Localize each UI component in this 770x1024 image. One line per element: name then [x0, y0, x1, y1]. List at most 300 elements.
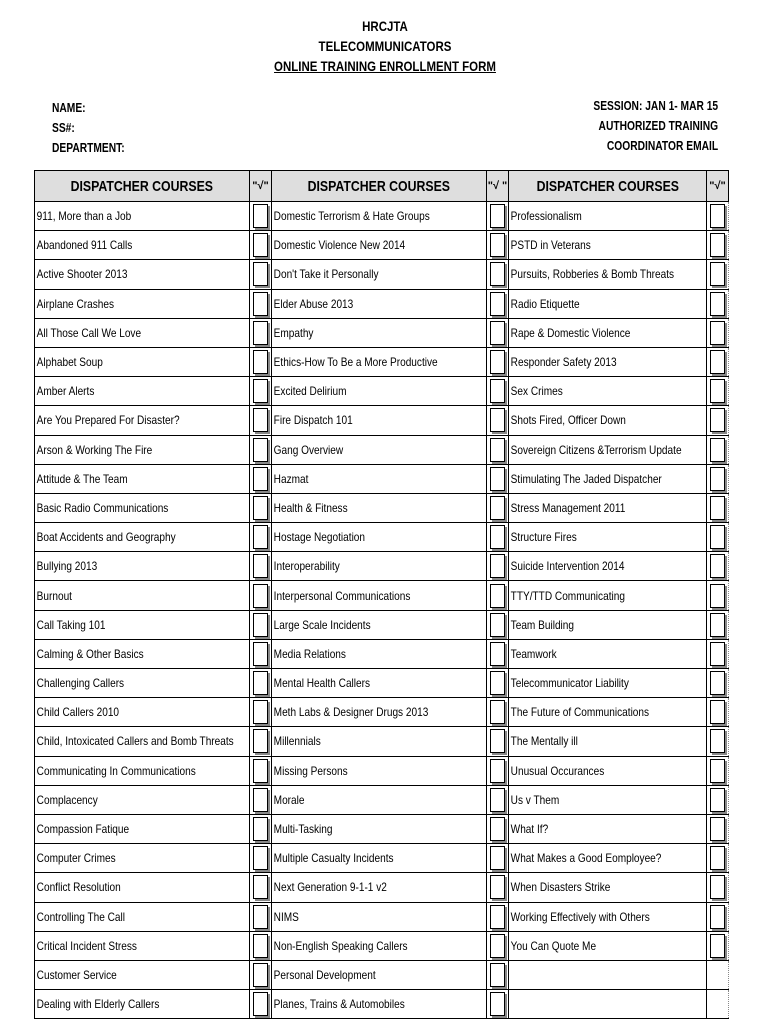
course-label: Arson & Working The Fire: [36, 442, 153, 457]
course-label: Conflict Resolution: [36, 880, 121, 895]
course-checkbox-cell: [487, 756, 509, 785]
course-checkbox[interactable]: [490, 262, 505, 286]
course-checkbox[interactable]: [253, 292, 268, 316]
session-dates: SESSION: JAN 1- MAR 15: [593, 99, 718, 113]
course-name: [272, 347, 487, 376]
course-checkbox-cell: [487, 902, 509, 931]
course-name: [272, 493, 487, 522]
course-label: Interpersonal Communications: [273, 588, 411, 603]
table-row: [35, 377, 729, 406]
course-label: Teamwork: [510, 646, 557, 661]
table-row: [35, 931, 729, 960]
course-label: Calming & Other Basics: [36, 646, 144, 661]
course-label: Working Effectively with Others: [510, 909, 650, 924]
course-name: [272, 464, 487, 493]
course-checkbox[interactable]: [710, 438, 725, 462]
form-title-block: [0, 16, 770, 76]
empty-cell: [509, 960, 707, 989]
course-checkbox[interactable]: [253, 671, 268, 695]
course-checkbox[interactable]: [710, 875, 725, 899]
course-checkbox[interactable]: [490, 467, 505, 491]
course-checkbox[interactable]: [490, 350, 505, 374]
table-row: [35, 698, 729, 727]
course-checkbox[interactable]: [710, 525, 725, 549]
course-table-header: [35, 171, 729, 202]
course-checkbox-cell: [707, 756, 729, 785]
course-checkbox[interactable]: [253, 875, 268, 899]
course-checkbox[interactable]: [490, 233, 505, 257]
course-name: [272, 202, 487, 231]
course-label: Fire Dispatch 101: [273, 413, 353, 428]
course-checkbox[interactable]: [710, 408, 725, 432]
course-checkbox-cell: [707, 202, 729, 231]
course-name: [272, 610, 487, 639]
course-checkbox-cell: [250, 523, 272, 552]
course-checkbox[interactable]: [710, 233, 725, 257]
course-label: Media Relations: [273, 646, 346, 661]
course-checkbox-cell: [487, 523, 509, 552]
course-label: Customer Service: [36, 967, 117, 982]
course-checkbox[interactable]: [710, 817, 725, 841]
course-checkbox[interactable]: [490, 642, 505, 666]
course-name: [272, 523, 487, 552]
course-checkbox[interactable]: [253, 934, 268, 958]
course-checkbox[interactable]: [253, 554, 268, 578]
course-label: Next Generation 9-1-1 v2: [273, 880, 387, 895]
col3-header: DISPATCHER COURSES: [509, 171, 707, 202]
course-checkbox-cell: [250, 785, 272, 814]
course-checkbox[interactable]: [710, 262, 725, 286]
course-checkbox-cell: [250, 902, 272, 931]
course-checkbox-cell: [250, 406, 272, 435]
course-label: Stress Management 2011: [510, 500, 626, 515]
course-name: [272, 990, 487, 1019]
course-name: [35, 581, 250, 610]
table-row: [35, 202, 729, 231]
course-checkbox[interactable]: [253, 584, 268, 608]
course-checkbox-cell: [487, 493, 509, 522]
course-checkbox[interactable]: [490, 438, 505, 462]
course-checkbox-cell: [487, 318, 509, 347]
course-checkbox[interactable]: [710, 379, 725, 403]
course-name: [509, 610, 707, 639]
course-checkbox-cell: [707, 785, 729, 814]
course-label: What If?: [510, 822, 549, 837]
course-checkbox-cell: [707, 610, 729, 639]
course-label: Team Building: [510, 617, 574, 632]
course-checkbox[interactable]: [490, 584, 505, 608]
course-checkbox[interactable]: [710, 584, 725, 608]
course-name: [272, 552, 487, 581]
course-label: Missing Persons: [273, 763, 348, 778]
course-label: When Disasters Strike: [510, 880, 611, 895]
department-label: DEPARTMENT:: [52, 141, 125, 155]
course-label: Gang Overview: [273, 442, 344, 457]
course-label: Us v Them: [510, 792, 560, 807]
course-name: [272, 260, 487, 289]
course-checkbox-cell: [250, 756, 272, 785]
course-name: [272, 814, 487, 843]
course-name: [35, 493, 250, 522]
table-row: [35, 902, 729, 931]
course-checkbox[interactable]: [710, 934, 725, 958]
course-checkbox[interactable]: [253, 496, 268, 520]
course-name: [272, 318, 487, 347]
course-checkbox[interactable]: [490, 729, 505, 753]
ss-label: SS#:: [52, 121, 75, 135]
course-checkbox-cell: [487, 844, 509, 873]
course-label: Boat Accidents and Geography: [36, 530, 176, 545]
course-name: [35, 931, 250, 960]
course-checkbox-cell: [707, 552, 729, 581]
course-checkbox-cell: [250, 493, 272, 522]
course-label: Mental Health Callers: [273, 676, 371, 691]
course-label: Are You Prepared For Disaster?: [36, 413, 180, 428]
course-checkbox[interactable]: [710, 905, 725, 929]
course-name: [35, 960, 250, 989]
course-name: [35, 902, 250, 931]
course-checkbox[interactable]: [490, 671, 505, 695]
course-checkbox-cell: [250, 990, 272, 1019]
table-row: [35, 260, 729, 289]
course-checkbox[interactable]: [710, 554, 725, 578]
course-name: [35, 639, 250, 668]
course-checkbox-cell: [250, 464, 272, 493]
course-name: [272, 844, 487, 873]
session-info: [593, 96, 718, 156]
check3-header: "√": [707, 171, 729, 202]
course-label: Structure Fires: [510, 530, 577, 545]
check2-header: "√ ": [487, 171, 509, 202]
course-checkbox-cell: [487, 814, 509, 843]
table-row: [35, 727, 729, 756]
course-checkbox[interactable]: [710, 350, 725, 374]
form-title: ONLINE TRAINING ENROLLMENT FORM: [274, 58, 496, 74]
course-checkbox-cell: [487, 990, 509, 1019]
course-label: Large Scale Incidents: [273, 617, 371, 632]
course-name: [509, 202, 707, 231]
course-label: Hostage Negotiation: [273, 530, 366, 545]
course-name: [35, 814, 250, 843]
course-checkbox[interactable]: [253, 846, 268, 870]
course-name: [509, 785, 707, 814]
course-name: [509, 377, 707, 406]
course-checkbox[interactable]: [490, 934, 505, 958]
course-label: Health & Fitness: [273, 500, 348, 515]
course-label: Computer Crimes: [36, 851, 116, 866]
course-checkbox-cell: [707, 231, 729, 260]
course-label: PSTD in Veterans: [510, 238, 591, 253]
course-checkbox-cell: [707, 669, 729, 698]
course-name: [35, 435, 250, 464]
course-label: Burnout: [36, 588, 72, 603]
course-name: [272, 902, 487, 931]
course-label: Excited Delirium: [273, 384, 347, 399]
course-label: Morale: [273, 792, 305, 807]
course-checkbox[interactable]: [490, 496, 505, 520]
course-name: [272, 960, 487, 989]
authorized-training: AUTHORIZED TRAINING: [598, 119, 718, 133]
course-checkbox[interactable]: [490, 788, 505, 812]
course-label: Amber Alerts: [36, 384, 95, 399]
course-label: Dealing with Elderly Callers: [36, 997, 160, 1012]
course-checkbox-cell: [707, 581, 729, 610]
course-checkbox[interactable]: [490, 759, 505, 783]
course-checkbox[interactable]: [490, 292, 505, 316]
course-name: [35, 756, 250, 785]
course-checkbox[interactable]: [710, 292, 725, 316]
course-name: [509, 844, 707, 873]
course-checkbox[interactable]: [253, 963, 268, 987]
course-label: Bullying 2013: [36, 559, 98, 574]
empty-cell: [509, 990, 707, 1019]
course-checkbox-cell: [707, 902, 729, 931]
course-checkbox-cell: [707, 844, 729, 873]
course-checkbox-cell: [250, 289, 272, 318]
course-checkbox[interactable]: [253, 204, 268, 228]
course-checkbox-cell: [487, 289, 509, 318]
course-checkbox-cell: [707, 260, 729, 289]
table-row: [35, 610, 729, 639]
course-checkbox[interactable]: [253, 467, 268, 491]
table-row: [35, 523, 729, 552]
course-label: Challenging Callers: [36, 676, 125, 691]
course-name: [509, 873, 707, 902]
course-label: Active Shooter 2013: [36, 267, 128, 282]
course-name: [35, 698, 250, 727]
table-row: [35, 814, 729, 843]
course-name: [272, 669, 487, 698]
course-checkbox-cell: [250, 377, 272, 406]
course-checkbox[interactable]: [490, 525, 505, 549]
course-name: [35, 406, 250, 435]
course-checkbox[interactable]: [710, 788, 725, 812]
course-checkbox[interactable]: [253, 759, 268, 783]
course-name: [509, 902, 707, 931]
course-checkbox[interactable]: [253, 321, 268, 345]
table-row: [35, 990, 729, 1019]
course-name: [509, 727, 707, 756]
course-name: [35, 990, 250, 1019]
course-checkbox-cell: [250, 814, 272, 843]
course-checkbox[interactable]: [490, 817, 505, 841]
course-checkbox[interactable]: [253, 233, 268, 257]
course-checkbox[interactable]: [490, 700, 505, 724]
course-checkbox-cell: [487, 377, 509, 406]
course-name: [35, 377, 250, 406]
course-checkbox-cell: [250, 260, 272, 289]
course-checkbox[interactable]: [490, 408, 505, 432]
course-checkbox[interactable]: [490, 905, 505, 929]
table-row: [35, 464, 729, 493]
course-checkbox[interactable]: [253, 350, 268, 374]
table-row: [35, 493, 729, 522]
course-label: You Can Quote Me: [510, 938, 597, 953]
course-checkbox-cell: [487, 581, 509, 610]
course-label: Rape & Domestic Violence: [510, 325, 631, 340]
course-checkbox[interactable]: [253, 408, 268, 432]
course-name: [35, 669, 250, 698]
course-name: [272, 581, 487, 610]
course-checkbox-cell: [487, 931, 509, 960]
course-checkbox[interactable]: [253, 642, 268, 666]
course-checkbox[interactable]: [490, 992, 505, 1016]
course-checkbox-cell: [250, 931, 272, 960]
course-name: [509, 756, 707, 785]
applicant-fields: [52, 98, 125, 158]
course-checkbox-cell: [487, 464, 509, 493]
course-checkbox-cell: [707, 814, 729, 843]
course-checkbox[interactable]: [710, 321, 725, 345]
course-checkbox[interactable]: [253, 788, 268, 812]
course-name: [272, 727, 487, 756]
course-checkbox-cell: [250, 669, 272, 698]
course-checkbox[interactable]: [490, 613, 505, 637]
course-checkbox-cell: [250, 610, 272, 639]
course-label: Sex Crimes: [510, 384, 563, 399]
course-label: Telecommunicator Liability: [510, 676, 629, 691]
coordinator-email: COORDINATOR EMAIL: [606, 139, 718, 153]
course-checkbox[interactable]: [710, 759, 725, 783]
course-name: [35, 785, 250, 814]
course-checkbox-cell: [250, 960, 272, 989]
course-name: [272, 289, 487, 318]
course-checkbox-cell: [707, 347, 729, 376]
course-table: [34, 170, 729, 1019]
table-row: [35, 873, 729, 902]
course-checkbox-cell: [707, 435, 729, 464]
course-name: [35, 844, 250, 873]
course-checkbox-cell: [487, 406, 509, 435]
course-checkbox[interactable]: [710, 204, 725, 228]
course-checkbox[interactable]: [490, 321, 505, 345]
course-checkbox[interactable]: [490, 846, 505, 870]
course-label: Multiple Casualty Incidents: [273, 851, 394, 866]
course-label: Airplane Crashes: [36, 296, 114, 311]
course-label: Domestic Terrorism & Hate Groups: [273, 209, 430, 224]
course-checkbox[interactable]: [490, 554, 505, 578]
course-label: What Makes a Good Eomployee?: [510, 851, 662, 866]
course-checkbox-cell: [487, 639, 509, 668]
course-label: Multi-Tasking: [273, 822, 333, 837]
course-label: The Future of Communications: [510, 705, 650, 720]
course-label: Don't Take it Personally: [273, 267, 379, 282]
course-name: [35, 610, 250, 639]
course-checkbox[interactable]: [253, 992, 268, 1016]
course-checkbox[interactable]: [490, 875, 505, 899]
table-row: [35, 406, 729, 435]
course-label: Sovereign Citizens &Terrorism Update: [510, 442, 682, 457]
course-label: Non-English Speaking Callers: [273, 938, 408, 953]
course-label: Communicating In Communications: [36, 763, 196, 778]
course-name: [509, 260, 707, 289]
course-name: [272, 639, 487, 668]
course-checkbox-cell: [250, 435, 272, 464]
col2-header: DISPATCHER COURSES: [272, 171, 487, 202]
course-name: [35, 202, 250, 231]
course-checkbox[interactable]: [710, 700, 725, 724]
course-label: Attitude & The Team: [36, 471, 128, 486]
empty-checkbox-cell: [707, 960, 729, 989]
course-checkbox[interactable]: [490, 379, 505, 403]
course-checkbox[interactable]: [710, 729, 725, 753]
table-row: [35, 552, 729, 581]
course-checkbox[interactable]: [253, 379, 268, 403]
course-checkbox-cell: [707, 931, 729, 960]
course-checkbox-cell: [487, 960, 509, 989]
course-label: Suicide Intervention 2014: [510, 559, 625, 574]
table-row: [35, 347, 729, 376]
course-label: Basic Radio Communications: [36, 500, 169, 515]
course-label: Pursuits, Robberies & Bomb Threats: [510, 267, 675, 282]
course-name: [509, 552, 707, 581]
course-name: [272, 698, 487, 727]
table-row: [35, 318, 729, 347]
course-checkbox-cell: [707, 377, 729, 406]
course-name: [509, 231, 707, 260]
course-checkbox[interactable]: [710, 846, 725, 870]
course-label: Millennials: [273, 734, 321, 749]
course-label: Child Callers 2010: [36, 705, 120, 720]
course-name: [272, 785, 487, 814]
course-checkbox[interactable]: [710, 496, 725, 520]
course-checkbox-cell: [250, 727, 272, 756]
course-checkbox-cell: [250, 347, 272, 376]
table-row: [35, 844, 729, 873]
course-label: Stimulating The Jaded Dispatcher: [510, 471, 662, 486]
course-name: [509, 698, 707, 727]
course-label: Personal Development: [273, 967, 376, 982]
course-name: [509, 464, 707, 493]
course-checkbox-cell: [707, 289, 729, 318]
course-label: Complacency: [36, 792, 98, 807]
course-checkbox[interactable]: [490, 963, 505, 987]
course-checkbox-cell: [707, 698, 729, 727]
course-checkbox[interactable]: [710, 671, 725, 695]
course-label: NIMS: [273, 909, 299, 924]
course-checkbox[interactable]: [253, 438, 268, 462]
course-checkbox[interactable]: [710, 642, 725, 666]
course-checkbox[interactable]: [253, 525, 268, 549]
table-row: [35, 756, 729, 785]
course-checkbox[interactable]: [253, 613, 268, 637]
course-label: Planes, Trains & Automobiles: [273, 997, 405, 1012]
course-name: [509, 669, 707, 698]
table-row: [35, 435, 729, 464]
course-checkbox[interactable]: [253, 905, 268, 929]
table-row: [35, 639, 729, 668]
course-checkbox[interactable]: [253, 262, 268, 286]
course-checkbox[interactable]: [253, 817, 268, 841]
col1-header: DISPATCHER COURSES: [35, 171, 250, 202]
course-checkbox-cell: [487, 202, 509, 231]
course-checkbox[interactable]: [490, 204, 505, 228]
course-checkbox[interactable]: [253, 729, 268, 753]
course-label: Interoperability: [273, 559, 340, 574]
course-checkbox-cell: [487, 610, 509, 639]
course-name: [35, 347, 250, 376]
course-label: Responder Safety 2013: [510, 355, 617, 370]
course-label: 911, More than a Job: [36, 209, 132, 224]
course-name: [35, 318, 250, 347]
course-checkbox[interactable]: [253, 700, 268, 724]
course-label: Call Taking 101: [36, 617, 106, 632]
course-checkbox[interactable]: [710, 613, 725, 637]
course-checkbox[interactable]: [710, 467, 725, 491]
course-name: [272, 377, 487, 406]
course-checkbox-cell: [250, 552, 272, 581]
course-name: [35, 464, 250, 493]
